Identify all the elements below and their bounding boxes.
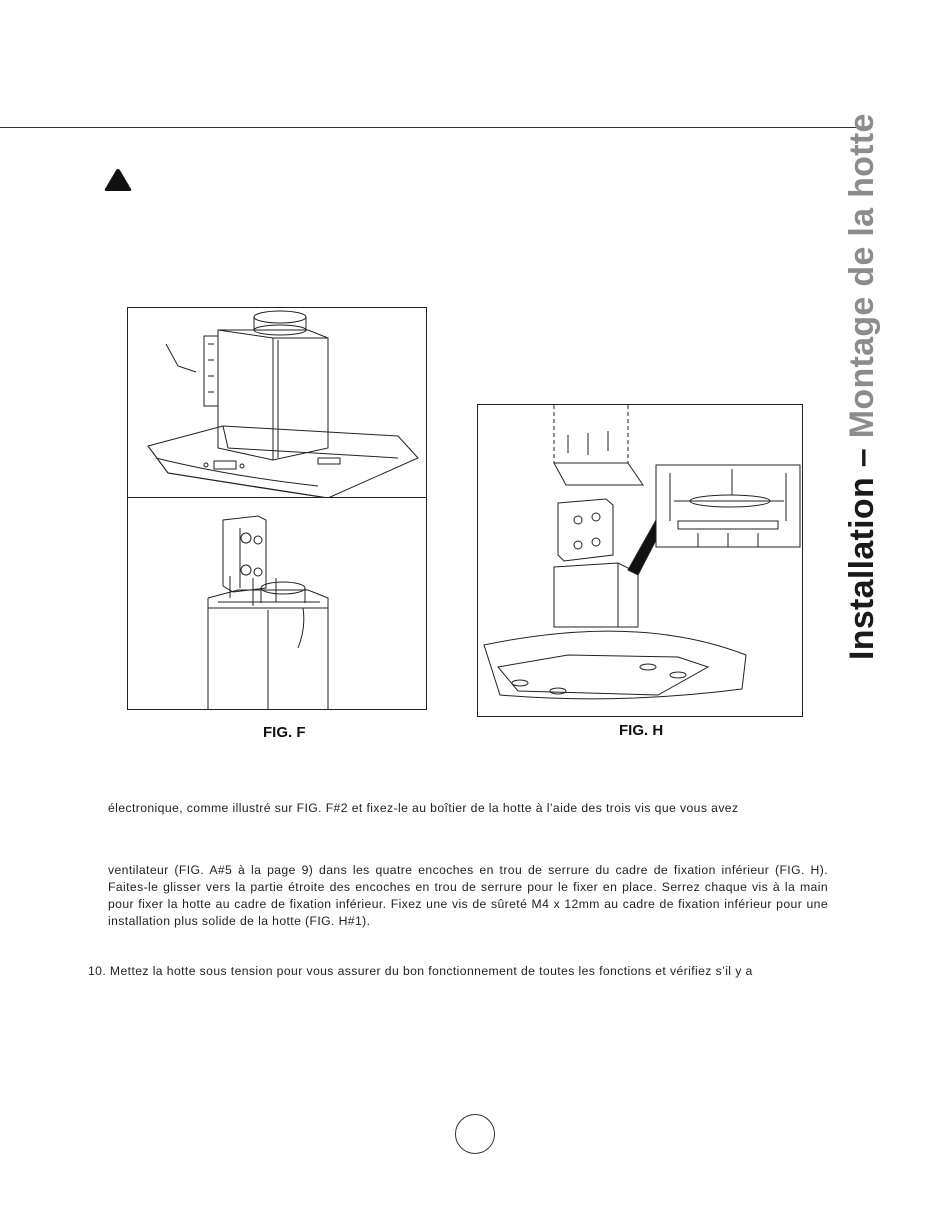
fig-h-caption: FIG. H (619, 722, 664, 739)
paragraph-step-8: électronique, comme illustré sur FIG. F#2 et fixez-le au boîtier de la hotte à l’aide des trois vis que vous avez (108, 801, 739, 815)
fig-f-top-illustration (127, 307, 427, 499)
page-number-circle (455, 1114, 495, 1154)
fig-f-caption: FIG. F (263, 724, 306, 741)
paragraph-step-10: 10. Mettez la hotte sous tension pour vous assurer du bon fonctionnement de toutes les fonctions et vérifiez s’il y a (88, 964, 753, 978)
section-title-sub: Montage de la hotte (843, 113, 881, 439)
fig-h-drawing (478, 405, 802, 716)
header-rule (0, 127, 866, 128)
fig-f-top-drawing (128, 308, 426, 498)
warning-icon (104, 168, 132, 192)
section-title-main: Installation – (843, 438, 881, 660)
section-title (843, 113, 883, 660)
fig-f-bottom-drawing (128, 498, 426, 709)
paragraph-step-9: ventilateur (FIG. A#5 à la page 9) dans les quatre encoches en trou de serrure du cadre de fixation inférieur (FIG. H). Faites-le glisser vers la partie étroite des encoches en trou de serrure pour le fixer en place. Serrez chaque vis à la main pour fixer la hotte au cadre de fixation inférieur. Fixez une vis de sûreté M4 x 12mm au cadre de fixation inférieur pour une installation plus solide de la hotte (FIG. H#1). (108, 863, 828, 928)
fig-h-illustration (477, 404, 803, 717)
fig-f-bottom-illustration (127, 497, 427, 710)
